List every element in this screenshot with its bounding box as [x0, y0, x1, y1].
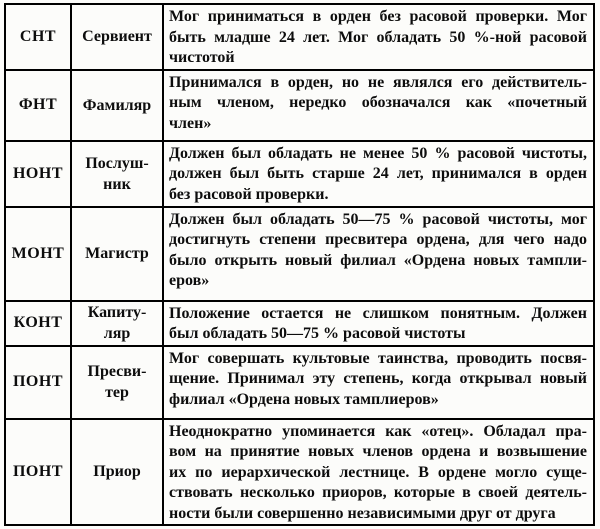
- rank-title-line: Фамиляр: [82, 96, 152, 114]
- rank-description-line: Должен был обладать 50—75 % расовой чистоты, мог: [169, 210, 587, 228]
- rank-title-cell: [71, 4, 163, 70]
- rank-description-line: Должен был обладать не менее 50 % расовой чистоты,: [169, 144, 587, 162]
- rank-title-line: тер: [105, 384, 129, 401]
- rank-abbreviation-cell: ПОНТ: [5, 346, 71, 419]
- table-row: [5, 70, 594, 141]
- rank-description-cell: [163, 207, 594, 301]
- rank-abbreviation-cell: ПОНТ: [5, 419, 71, 526]
- rank-description-line: был обладать 50—75 % расовой чистоты: [169, 325, 466, 342]
- rank-title-line: Послуш-: [85, 154, 149, 172]
- rank-title-cell: [71, 419, 163, 526]
- table-row: [5, 419, 594, 526]
- rank-description-line: было открыть новый филиал «Ордена новых тампли-: [169, 251, 587, 269]
- rank-title-line: Пресви-: [87, 363, 147, 380]
- table-row: [5, 346, 594, 419]
- rank-title-cell: [71, 141, 163, 207]
- rank-description-cell: [163, 141, 594, 207]
- rank-description-line: ным членом, нередко обозначался как «почетный: [169, 94, 587, 111]
- rank-title-cell: [71, 207, 163, 301]
- rank-description-line: Принимался в орден, но не являлся его действитель-: [169, 73, 587, 91]
- rank-abbreviation-cell: МОНТ: [5, 207, 71, 301]
- rank-description-line: Неоднократно упоминается как «отец». Обладал пра-: [169, 422, 587, 440]
- rank-abbreviation-cell: ФНТ: [5, 70, 71, 141]
- rank-description-line: филиал «Ордена новых тамплиеров»: [169, 390, 439, 408]
- rank-title-line: Сервиент: [82, 28, 152, 46]
- table-row: [5, 141, 594, 207]
- rank-description-line: еров»: [169, 272, 210, 289]
- rank-description-cell: [163, 419, 594, 526]
- rank-description-line: ствовать несколько приоров, которые в своей деятель-: [169, 484, 587, 501]
- table-row: [5, 4, 594, 70]
- rank-abbreviation-cell: КОНТ: [5, 301, 71, 346]
- rank-description-line: Мог приниматься в орден без расовой проверки. Мог: [169, 8, 587, 25]
- table-row: [5, 301, 594, 346]
- rank-description-line: щение. Принимал эту степень, когда открывал новый: [169, 370, 587, 387]
- rank-description-line: Мог совершать культовые таинства, проводить посвя-: [169, 349, 587, 367]
- rank-description-line: член»: [169, 114, 212, 132]
- rank-abbreviation-cell: СНТ: [5, 4, 71, 70]
- rank-description-line: Положение остается не слишком понятным. Должен: [169, 304, 587, 322]
- rank-description-line: ности были совершенно независимыми друг от друга: [169, 504, 556, 522]
- rank-title-line: Капиту-: [87, 304, 147, 321]
- rank-description-line: чистотой: [169, 49, 235, 66]
- rank-description-line: без расовой проверки.: [169, 185, 329, 203]
- table-row: [5, 207, 594, 301]
- rank-abbreviation-cell: НОНТ: [5, 141, 71, 207]
- rank-description-line: быть младше 24 лет. Мог обладать 50 %-ной расовой: [169, 28, 587, 46]
- rank-description-cell: [163, 346, 594, 419]
- rank-title-line: ник: [103, 175, 131, 193]
- rank-title-cell: [71, 301, 163, 346]
- rank-description-line: их по иерархической лестнице. В ордене могло суще-: [169, 463, 587, 481]
- rank-title-line: Магистр: [85, 245, 149, 262]
- rank-description-cell: [163, 4, 594, 70]
- rank-description-line: вом на принятие новых членов ордена и возвышение: [169, 443, 587, 460]
- rank-title-cell: [71, 346, 163, 419]
- rank-title-line: Приор: [93, 463, 141, 481]
- rank-title-cell: [71, 70, 163, 141]
- rank-description-line: достигнуть степени пресвитера ордена, для чего надо: [169, 231, 587, 248]
- table-body: [5, 4, 594, 525]
- rank-description-cell: [163, 70, 594, 141]
- order-ranks-table: [4, 3, 595, 526]
- rank-title-line: ляр: [103, 325, 131, 342]
- rank-description-line: должен был быть старше 24 лет, принимался в орден: [169, 165, 587, 182]
- rank-description-cell: [163, 301, 594, 346]
